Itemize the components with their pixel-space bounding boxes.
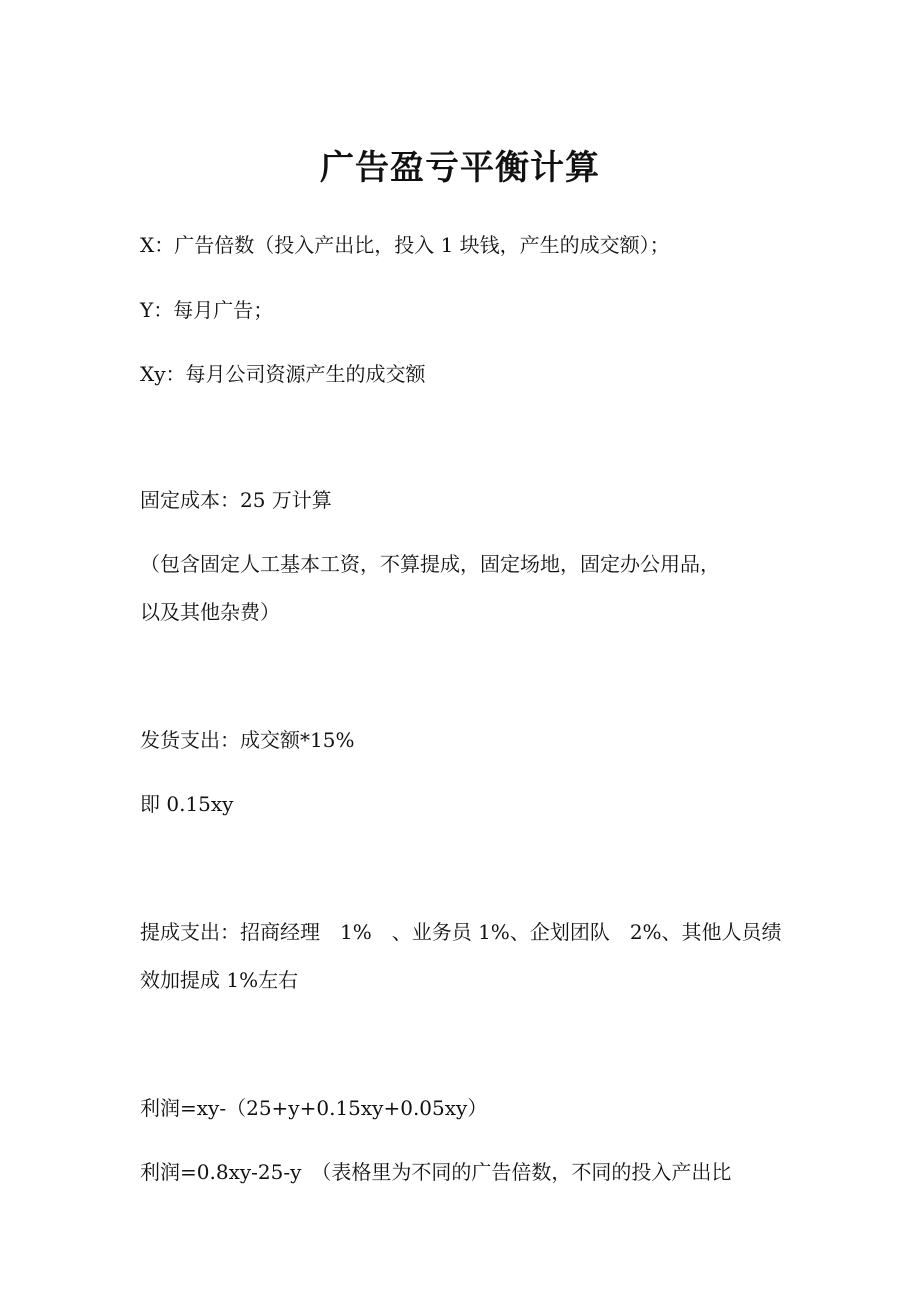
commission-line-2: 效加提成 1%左右 <box>140 968 299 992</box>
commission-line-1: 提成支出：招商经理 1% 、业务员 1%、企划团队 2%、其他人员绩 <box>140 920 782 944</box>
page-title: 广告盈亏平衡计算 <box>320 148 600 188</box>
fixed-cost-note-line-2: 以及其他杂费） <box>140 600 280 624</box>
fixed-cost-line: 固定成本：25 万计算 <box>140 488 332 512</box>
fixed-cost-note-line-1: （包含固定人工基本工资，不算提成，固定场地，固定办公用品， <box>140 552 720 576</box>
shipping-cost-line: 发货支出：成交额*15% <box>140 728 355 752</box>
shipping-cost-formula: 即 0.15xy <box>140 792 234 816</box>
definition-xy: Xy：每月公司资源产生的成交额 <box>140 362 426 386</box>
profit-formula-2: 利润=0.8xy-25-y （表格里为不同的广告倍数，不同的投入产出比 <box>140 1160 732 1184</box>
definition-y: Y：每月广告； <box>140 298 274 322</box>
definition-x: X：广告倍数（投入产出比，投入 1 块钱，产生的成交额）； <box>140 233 670 257</box>
profit-formula-1: 利润=xy-（25+y+0.15xy+0.05xy） <box>140 1096 488 1120</box>
